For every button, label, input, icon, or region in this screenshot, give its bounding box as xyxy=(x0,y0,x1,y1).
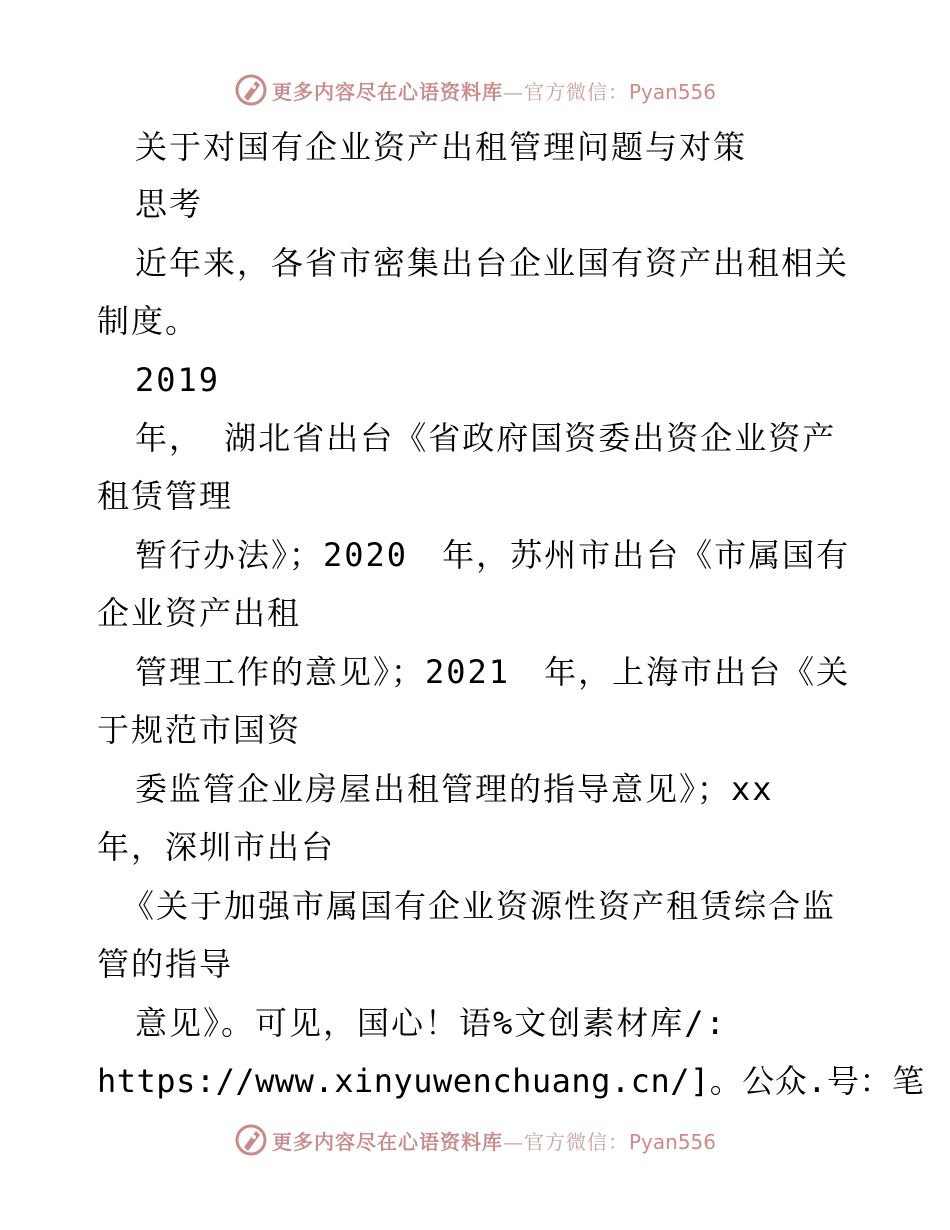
doc-line: 企业资产出租 xyxy=(97,594,302,632)
doc-line: 意见》。可见，国心！语%文创素材库/: xyxy=(135,1004,727,1042)
watermark-wechat: Pyan556 xyxy=(628,1129,716,1154)
pen-nib-logo-icon xyxy=(234,73,268,107)
doc-line: 2019 xyxy=(135,361,221,399)
doc-line: 租赁管理 xyxy=(97,477,234,515)
watermark-sub: 官方微信： xyxy=(523,1129,629,1154)
doc-line: 暂行办法》；2020 年，苏州市出台《市属国有 xyxy=(135,536,851,574)
watermark-main: 更多内容尽在心语资料库 xyxy=(271,1129,503,1154)
watermark-wechat: Pyan556 xyxy=(628,79,716,104)
doc-line: 年，深圳市出台 xyxy=(97,828,336,866)
header-watermark xyxy=(0,70,950,110)
watermark-text xyxy=(272,76,716,105)
doc-line: 年， 湖北省出台《省政府国资委出资企业资产 xyxy=(135,419,837,457)
watermark-text xyxy=(272,1126,716,1155)
doc-line-url: https://www.xinyuwenchuang.cn/]。公众.号：笔 xyxy=(97,1062,925,1100)
pen-nib-logo-icon xyxy=(234,1123,268,1157)
watermark-main: 更多内容尽在心语资料库 xyxy=(271,79,503,104)
watermark-sub: 官方微信： xyxy=(523,79,629,104)
footer-watermark xyxy=(0,1120,950,1160)
doc-line: 《关于加强市属国有企业资源性资产租赁综合监 xyxy=(122,887,837,925)
doc-line: 委监管企业房屋出租管理的指导意见》；xx xyxy=(135,770,774,808)
watermark-separator: — xyxy=(502,1129,524,1154)
doc-title-line-1: 关于对国有企业资产出租管理问题与对策 xyxy=(135,128,748,166)
doc-line: 近年来，各省市密集出台企业国有资产出租相关 xyxy=(135,244,850,282)
watermark-separator: — xyxy=(502,79,524,104)
doc-line: 管理工作的意见》；2021 年，上海市出台《关 xyxy=(135,653,851,691)
doc-title-line-2: 思考 xyxy=(135,185,204,223)
doc-line: 制度。 xyxy=(97,302,200,340)
doc-line: 管的指导 xyxy=(97,945,234,983)
doc-line: 于规范市国资 xyxy=(97,711,302,749)
